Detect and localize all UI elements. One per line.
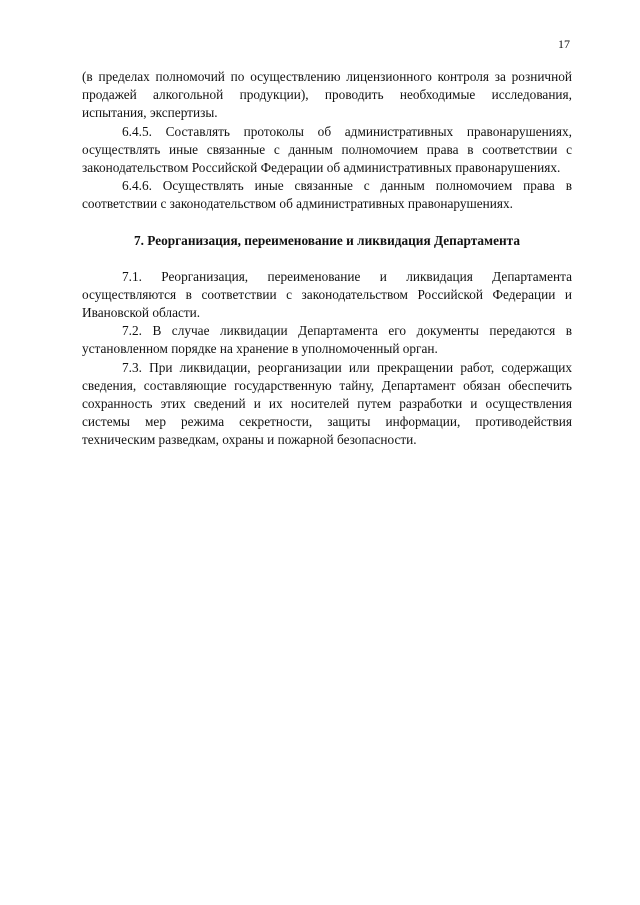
paragraph-continuation: (в пределах полномочий по осуществлению лицензионного контроля за розничной продажей алкогольной продукции), проводить необходимые исследования, испытания, экспертизы. [82,69,572,121]
section-7-heading: 7. Реорганизация, переименование и ликвидация Департамента [133,232,521,248]
paragraph-6-4-6: 6.4.6. Осуществлять иные связанные с данным полномочием права в соответствии с законодательством об административных правонарушениях. [82,178,572,212]
paragraph-6-4-5: 6.4.5. Составлять протоколы об административных правонарушениях, осуществлять иные связанные с данным полномочием права в соответствии с законодательством Российской Федерации об административных правонарушениях. [82,123,572,176]
document-body [82,68,572,450]
paragraph-7-1: 7.1. Реорганизация, переименование и ликвидация Департамента осуществляются в соответствии с законодательством Российской Федерации и Ивановской области. [82,268,572,321]
page-number: 17 [558,37,570,51]
paragraph-7-3: 7.3. При ликвидации, реорганизации или прекращении работ, содержащих сведения, составляющие государственную тайну, Департамент обязан обеспечить сохранность этих сведений и их носителей путем разработки и осуществления системы мер режима секретности, защиты информации, противодействия техническим разведкам, охраны и пожарной безопасности. [82,359,572,448]
paragraph-7-2: 7.2. В случае ликвидации Департамента его документы передаются в установленном порядке на хранение в уполномоченный орган. [82,323,572,357]
